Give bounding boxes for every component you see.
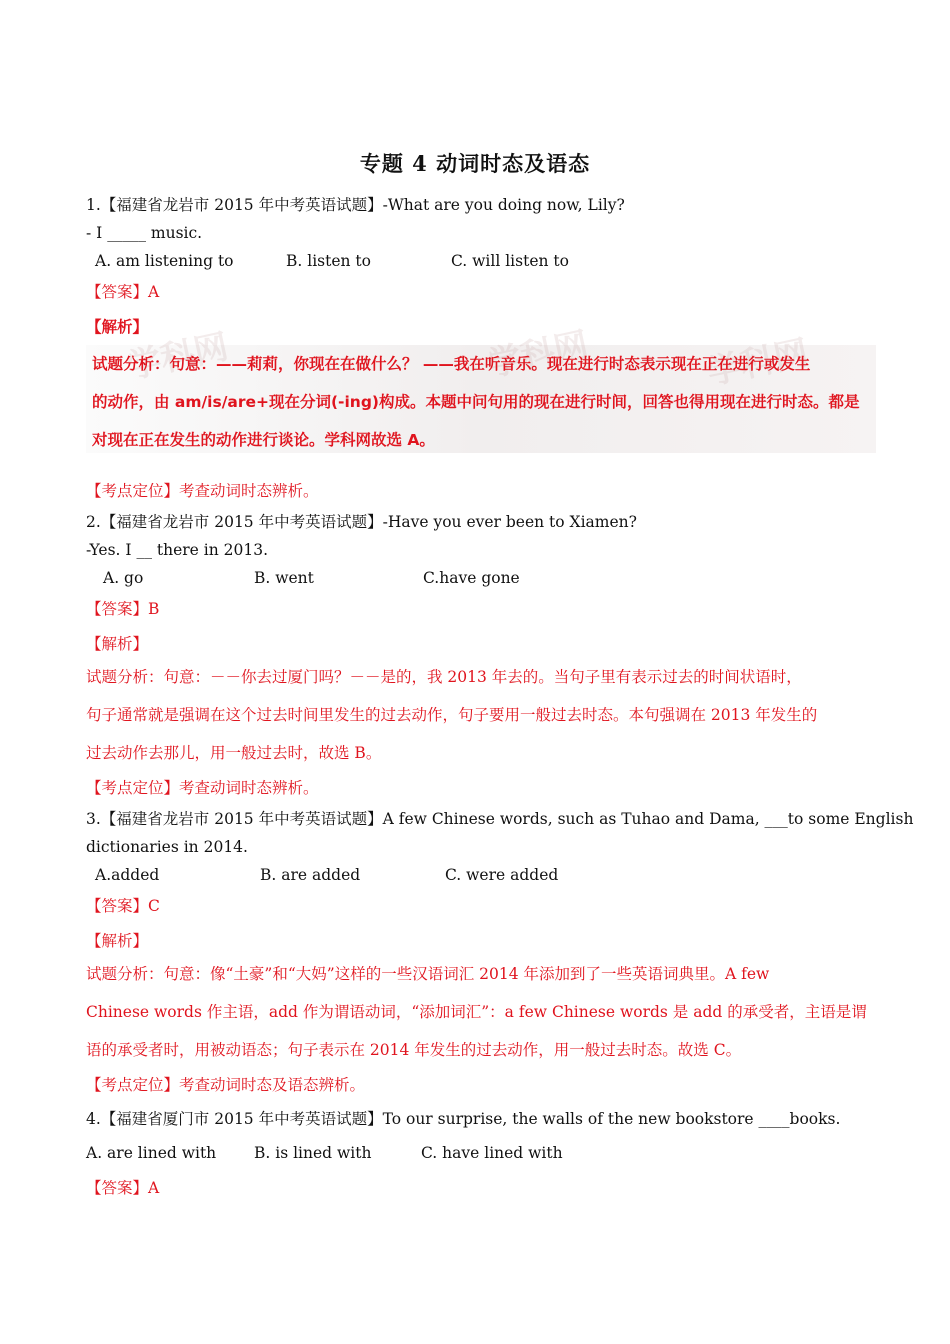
question-4-answer: 【答案】A xyxy=(86,1179,160,1197)
question-4-option-c: C. have lined with xyxy=(421,1144,563,1162)
question-2-answer: 【答案】B xyxy=(86,600,160,618)
question-1-analysis-line1: 试题分析：句意：——莉莉，你现在在做什么？ ——我在听音乐。现在进行时态表示现在正在进行或发生 xyxy=(92,355,811,373)
question-2-analysis-line1: 试题分析：句意：－－你去过厦门吗？－－是的，我 2013 年去的。当句子里有表示过去的时间状语时， xyxy=(86,668,802,686)
question-3-analysis-line1: 试题分析：句意：像“土豪”和“大妈”这样的一些汉语词汇 2014 年添加到了一些英语词典里。A few xyxy=(86,965,770,983)
question-3-answer: 【答案】C xyxy=(86,897,160,915)
question-1-stem-line2: - I _____ music. xyxy=(86,224,203,242)
question-3-point: 【考点定位】考查动词时态及语态辨析。 xyxy=(86,1076,366,1094)
question-4-option-a: A. are lined with xyxy=(86,1144,217,1162)
question-3-option-b: B. are added xyxy=(260,866,361,884)
question-2-point: 【考点定位】考查动词时态辨析。 xyxy=(86,779,319,797)
watermark: 学科网 xyxy=(483,324,592,386)
question-3-option-a: A.added xyxy=(95,866,160,884)
question-2-analysis-line3: 过去动作去那儿，用一般过去时，故选 B。 xyxy=(86,744,382,762)
question-3-option-c: C. were added xyxy=(445,866,559,884)
question-1-analysis-label: 【解析】 xyxy=(86,317,149,336)
question-2-analysis-line2: 句子通常就是强调在这个过去时间里发生的过去动作，句子要用一般过去时态。本句强调在 2013 年发生的 xyxy=(86,706,818,724)
question-2-stem: 2.【福建省龙岩市 2015 年中考英语试题】-Have you ever been to Xiamen? xyxy=(86,513,637,531)
question-1-point: 【考点定位】考查动词时态辨析。 xyxy=(86,482,319,500)
page-title: 专题 4 动词时态及语态 xyxy=(359,151,591,176)
question-3-stem-line2: dictionaries in 2014. xyxy=(86,838,248,856)
question-1-analysis-line3: 对现在正在发生的动作进行谈论。学科网故选 A。 xyxy=(92,431,435,449)
question-3-analysis-label: 【解析】 xyxy=(86,932,149,950)
question-3-analysis-line3: 语的承受者时，用被动语态；句子表示在 2014 年发生的过去动作，用一般过去时态。故选 C。 xyxy=(86,1041,742,1059)
question-1-analysis-line2: 的动作，由 am/is/are+现在分词(-ing)构成。本题中问句用的现在进行时间，回答也得用现在进行时态。都是 xyxy=(92,393,860,411)
question-1-option-c: C. will listen to xyxy=(451,252,569,270)
watermark: 学科网 xyxy=(703,332,812,394)
question-4-option-b: B. is lined with xyxy=(254,1144,372,1162)
question-2-option-c: C.have gone xyxy=(423,569,520,587)
question-2-option-b: B. went xyxy=(254,569,314,587)
question-2-stem-line2: -Yes. I __ there in 2013. xyxy=(86,541,269,559)
question-1-option-b: B. listen to xyxy=(286,252,371,270)
question-1-stem: 1.【福建省龙岩市 2015 年中考英语试题】-What are you doing now, Lily? xyxy=(86,196,625,214)
question-2-option-a: A. go xyxy=(103,569,144,587)
question-1-answer: 【答案】A xyxy=(86,283,160,301)
question-1-option-a: A. am listening to xyxy=(95,252,234,270)
question-3-stem: 3.【福建省龙岩市 2015 年中考英语试题】A few Chinese words, such as Tuhao and Dama, ___to some English xyxy=(86,810,914,828)
question-3-analysis-line2: Chinese words 作主语，add 作为谓语动词，“添加词汇”：a few Chinese words 是 add 的承受者，主语是谓 xyxy=(86,1003,867,1021)
question-4-stem: 4.【福建省厦门市 2015 年中考英语试题】To our surprise, the walls of the new bookstore ____books. xyxy=(86,1110,841,1128)
watermark: 学科网 xyxy=(123,326,232,388)
question-2-analysis-label: 【解析】 xyxy=(86,635,149,653)
